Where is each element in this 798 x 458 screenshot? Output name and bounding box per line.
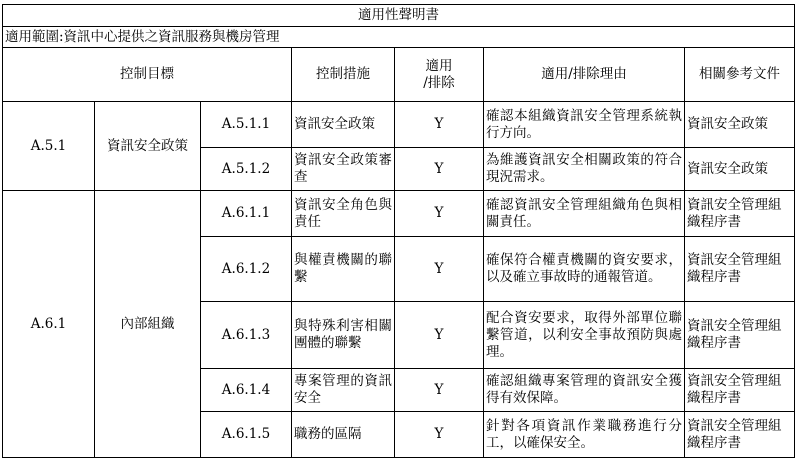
reference-doc: 資訊安全管理組織程序書 (685, 369, 795, 412)
reference-doc: 資訊安全政策 (685, 102, 795, 148)
applicable-flag: Y (395, 148, 484, 191)
control-code: A.6.1.5 (201, 412, 292, 458)
control-measure: 資訊安全角色與責任 (292, 191, 395, 237)
reference-doc: 資訊安全管理組織程序書 (685, 412, 795, 458)
scope-line: 適用範圍:資訊中心提供之資訊服務與機房管理 (3, 27, 795, 48)
control-code: A.5.1.2 (201, 148, 292, 191)
group-code: A.6.1 (3, 191, 95, 458)
control-code: A.6.1.4 (201, 369, 292, 412)
group-code: A.5.1 (3, 102, 95, 191)
control-measure: 職務的區隔 (292, 412, 395, 458)
table-row (3, 191, 795, 237)
reference-doc: 資訊安全管理組織程序書 (685, 302, 795, 369)
reason-text: 配合資安要求，取得外部單位聯繫管道，以利安全事故預防與處理。 (484, 302, 685, 369)
control-measure: 與特殊利害相關團體的聯繫 (292, 302, 395, 369)
group-name: 資訊安全政策 (95, 102, 201, 191)
reason-text: 確認本組織資訊安全管理系統執行方向。 (484, 102, 685, 148)
reference-doc: 資訊安全管理組織程序書 (685, 237, 795, 302)
reference-doc: 資訊安全政策 (685, 148, 795, 191)
applicable-flag: Y (395, 369, 484, 412)
header-control-objective: 控制目標 (3, 48, 292, 102)
control-measure: 資訊安全政策審查 (292, 148, 395, 191)
reason-text: 針對各項資訊作業職務進行分工，以確保安全。 (484, 412, 685, 458)
applicable-flag: Y (395, 237, 484, 302)
reason-text: 確認資訊安全管理組織角色與相關責任。 (484, 191, 685, 237)
statement-of-applicability-table (2, 4, 795, 458)
group-name: 內部組織 (95, 191, 201, 458)
control-measure: 與權責機關的聯繫 (292, 237, 395, 302)
applicable-flag: Y (395, 302, 484, 369)
document-title: 適用性聲明書 (3, 5, 795, 27)
control-measure: 資訊安全政策 (292, 102, 395, 148)
applicable-flag: Y (395, 191, 484, 237)
reference-doc: 資訊安全管理組織程序書 (685, 191, 795, 237)
header-control-measure: 控制措施 (292, 48, 395, 102)
reason-text: 確保符合權責機關的資安要求，以及確立事故時的通報管道。 (484, 237, 685, 302)
control-measure: 專案管理的資訊安全 (292, 369, 395, 412)
control-code: A.6.1.1 (201, 191, 292, 237)
header-reason: 適用/排除理由 (484, 48, 685, 102)
table-row (3, 102, 795, 148)
reason-text: 為維護資訊安全相關政策的符合現況需求。 (484, 148, 685, 191)
control-code: A.5.1.1 (201, 102, 292, 148)
header-applicable: 適用 /排除 (395, 48, 484, 102)
applicable-flag: Y (395, 102, 484, 148)
reason-text: 確認組織專案管理的資訊安全獲得有效保障。 (484, 369, 685, 412)
header-reference: 相關參考文件 (685, 48, 795, 102)
control-code: A.6.1.3 (201, 302, 292, 369)
applicable-flag: Y (395, 412, 484, 458)
control-code: A.6.1.2 (201, 237, 292, 302)
